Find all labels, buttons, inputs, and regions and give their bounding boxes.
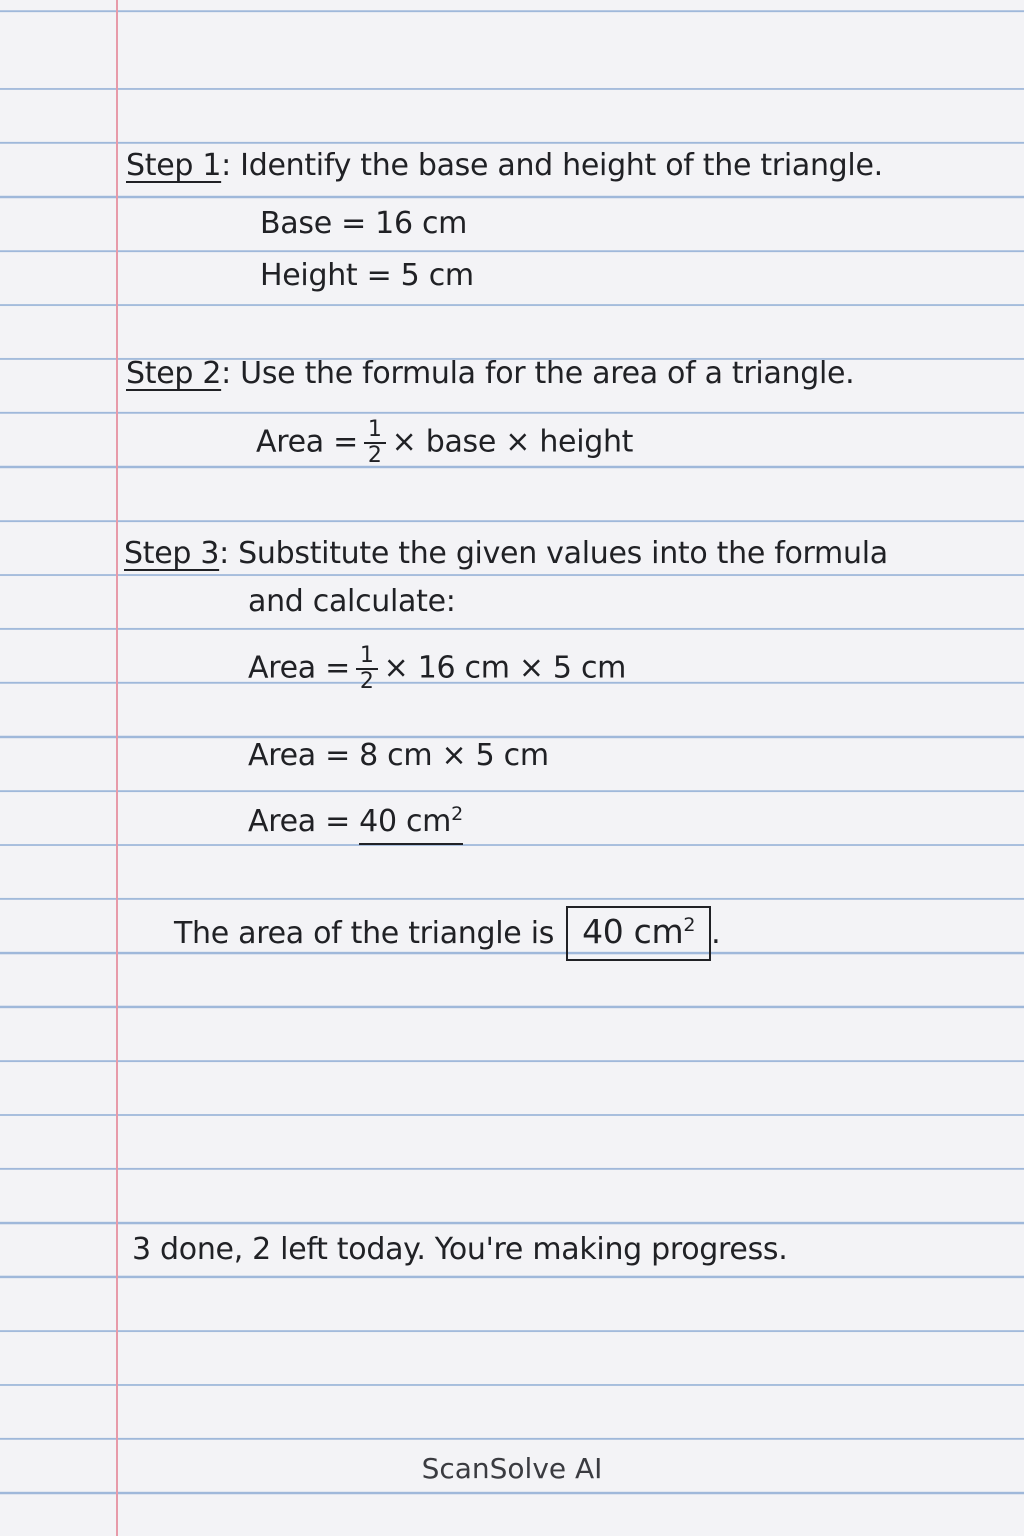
step1-label: Step 1	[126, 148, 222, 183]
step1-instruction: : Identify the base and height of the triangle.	[221, 148, 883, 183]
step3-equation1	[248, 644, 626, 694]
fraction-numerator: 1	[356, 644, 378, 670]
eq3-exponent: 2	[451, 803, 463, 825]
eq3-result	[359, 804, 463, 845]
step2-heading	[126, 356, 854, 391]
conclusion-period: .	[711, 916, 721, 951]
step1-heading	[126, 148, 883, 183]
step2-label: Step 2	[126, 356, 222, 391]
step2-instruction: : Use the formula for the area of a triangle.	[221, 356, 855, 391]
eq1-rhs: × 16 cm × 5 cm	[383, 650, 627, 686]
step3-instruction-line1: : Substitute the given values into the formula	[219, 536, 888, 571]
step2-formula-rhs: × base × height	[391, 424, 634, 460]
conclusion-text: The area of the triangle is	[174, 916, 555, 951]
step3-instruction-line2: and calculate:	[248, 584, 456, 619]
half-fraction	[364, 418, 386, 468]
step3-equation3	[248, 804, 463, 845]
fraction-denominator: 2	[367, 443, 382, 468]
eq3-value: 40 cm	[359, 804, 452, 839]
conclusion-line	[174, 906, 720, 961]
step3-heading	[124, 536, 888, 571]
footer-brand: ScanSolve AI	[421, 1452, 603, 1485]
step1-base: Base = 16 cm	[260, 206, 468, 241]
step3-label: Step 3	[124, 536, 220, 571]
step2-formula	[256, 418, 633, 468]
eq3-lhs: Area =	[248, 804, 350, 839]
step2-formula-lhs: Area =	[256, 424, 358, 460]
final-answer-box	[566, 906, 711, 961]
answer-exponent: 2	[683, 914, 696, 936]
answer-value: 40 cm	[582, 912, 684, 951]
fraction-numerator: 1	[364, 418, 386, 444]
fraction-denominator: 2	[359, 669, 374, 694]
step1-height: Height = 5 cm	[260, 258, 474, 293]
eq1-lhs: Area =	[248, 650, 350, 686]
half-fraction	[356, 644, 378, 694]
progress-note: 3 done, 2 left today. You're making progress.	[132, 1232, 788, 1267]
margin-line	[116, 0, 118, 1536]
step3-equation2: Area = 8 cm × 5 cm	[248, 738, 549, 773]
